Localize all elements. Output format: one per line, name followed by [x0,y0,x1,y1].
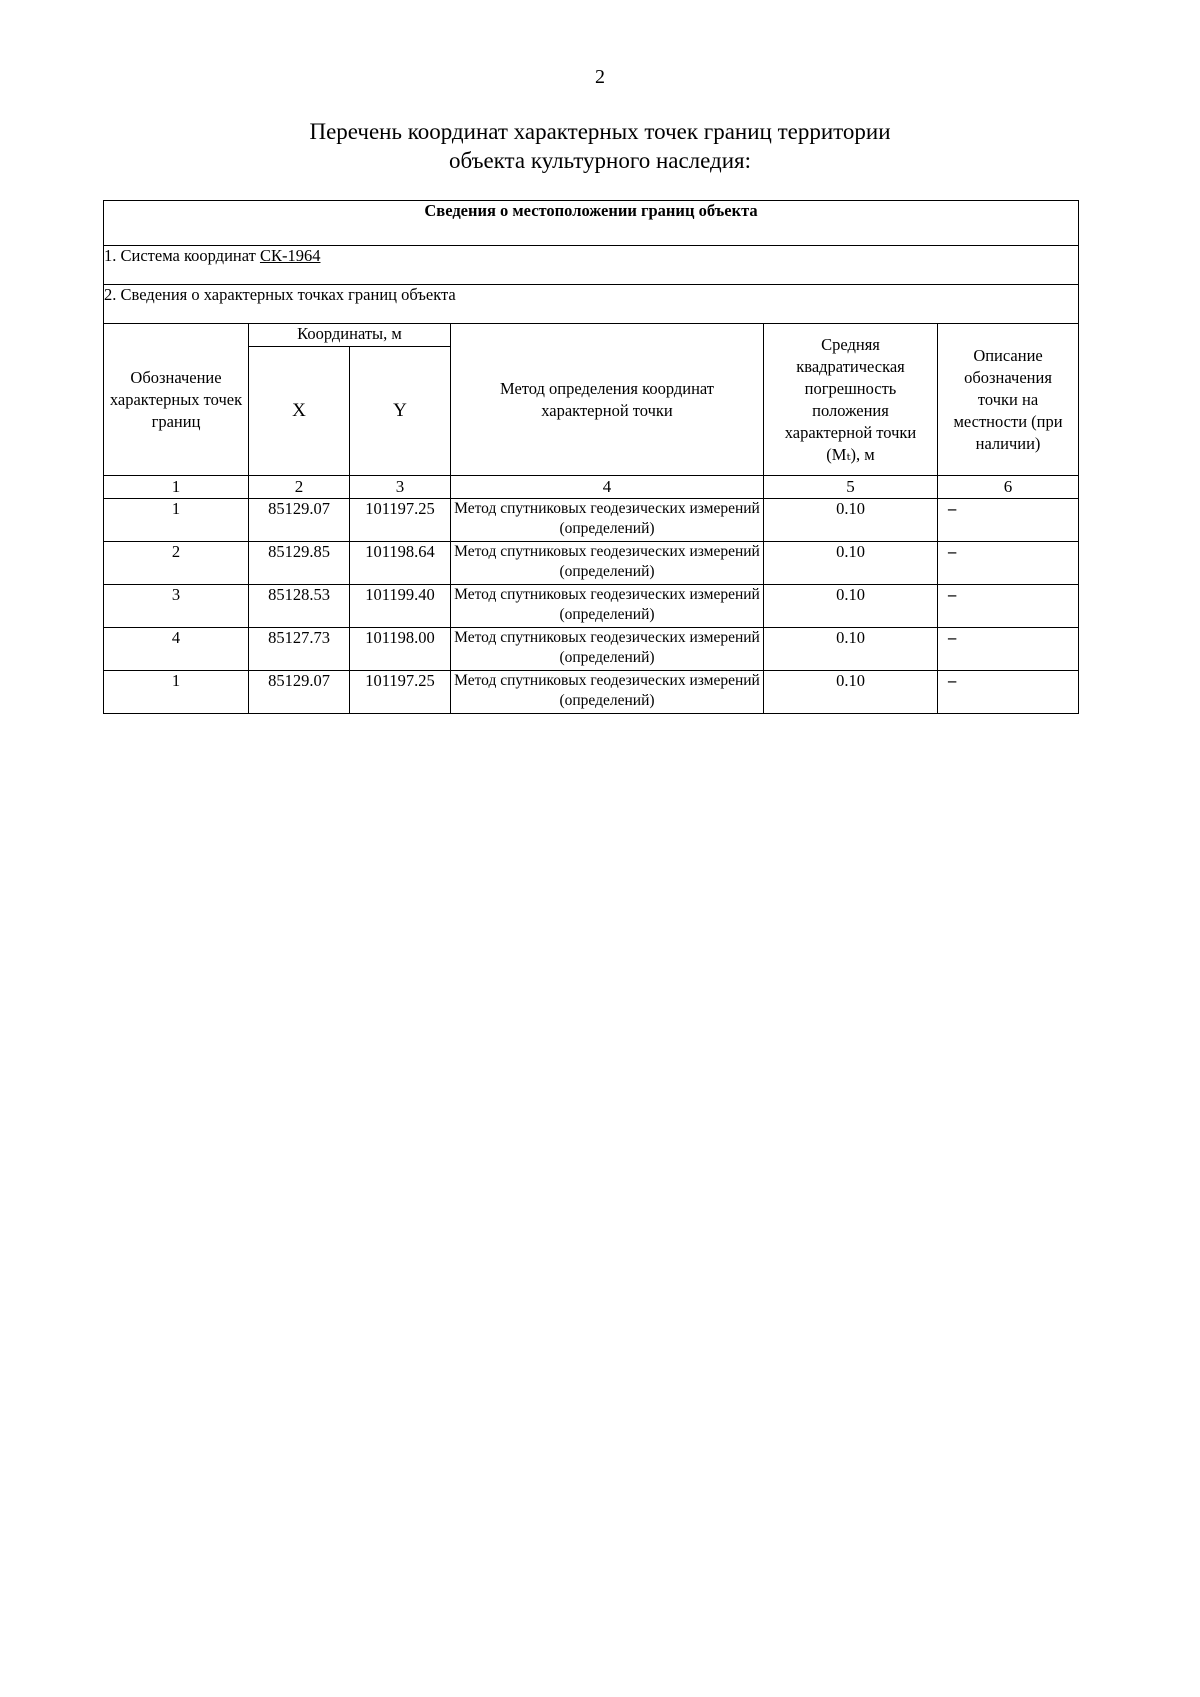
column-numbers-row [104,476,1079,499]
coordinate-system-row [104,246,1079,285]
point-id: 1 [104,499,249,542]
column-number: 2 [249,476,350,499]
column-number: 5 [764,476,938,499]
description: – [938,671,1079,714]
column-number: 3 [350,476,451,499]
coord-x: 85129.85 [249,542,350,585]
col-x-header: X [249,347,350,476]
point-id: 4 [104,628,249,671]
table-row [104,628,1079,671]
method: Метод спутниковых геодезических измерений (определений) [451,499,764,542]
coord-y: 101198.64 [350,542,451,585]
coord-x: 85127.73 [249,628,350,671]
column-number: 1 [104,476,249,499]
coord-x: 85129.07 [249,671,350,714]
coordinate-system [104,246,1079,285]
coordinate-system-label: 1. Система координат [104,246,256,265]
points-header-row [104,285,1079,324]
col-method-header: Метод определения координат характерной точки [451,324,764,476]
point-id: 3 [104,585,249,628]
col-error-header: Средняя квадратическая погрешность положения характерной точки (Mₜ), м [764,324,938,476]
error: 0.10 [764,499,938,542]
table-row [104,585,1079,628]
coord-y: 101197.25 [350,671,451,714]
error: 0.10 [764,585,938,628]
coord-x: 85128.53 [249,585,350,628]
points-header: 2. Сведения о характерных точках границ объекта [104,285,1079,324]
coordinates-table [103,200,1079,714]
error: 0.10 [764,671,938,714]
description: – [938,499,1079,542]
section-header-row [104,201,1079,246]
coord-x: 85129.07 [249,499,350,542]
description: – [938,585,1079,628]
table-row [104,542,1079,585]
error: 0.10 [764,628,938,671]
method: Метод спутниковых геодезических измерений (определений) [451,585,764,628]
description: – [938,542,1079,585]
coordinate-system-value: СК-1964 [259,246,321,265]
page-number: 2 [595,66,605,88]
col-coordinates-header: Координаты, м [249,324,451,347]
error: 0.10 [764,542,938,585]
point-id: 2 [104,542,249,585]
title-line-1: Перечень координат характерных точек границ территории [309,119,891,144]
col-y-header: Y [350,347,451,476]
method: Метод спутниковых геодезических измерений (определений) [451,628,764,671]
table-row [104,671,1079,714]
column-header-row [104,324,1079,347]
column-number: 4 [451,476,764,499]
title-line-2: объекта культурного наследия: [448,148,752,173]
coord-y: 101198.00 [350,628,451,671]
coord-y: 101197.25 [350,499,451,542]
table-row [104,499,1079,542]
section-header: Сведения о местоположении границ объекта [104,201,1079,246]
document-title [0,117,1200,175]
col-description-header: Описание обозначения точки на местности (при наличии) [938,324,1079,476]
coord-y: 101199.40 [350,585,451,628]
col-designation-header: Обозначение характерных точек границ [104,324,249,476]
method: Метод спутниковых геодезических измерений (определений) [451,542,764,585]
description: – [938,628,1079,671]
column-number: 6 [938,476,1079,499]
method: Метод спутниковых геодезических измерений (определений) [451,671,764,714]
point-id: 1 [104,671,249,714]
